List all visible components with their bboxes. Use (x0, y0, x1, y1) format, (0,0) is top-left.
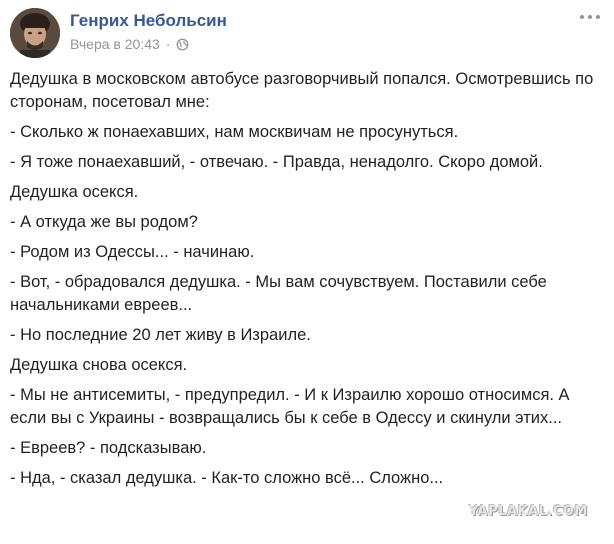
post-paragraph: Дедушка в московском автобусе разговорчивый попался. Осмотревшись по сторонам, посетовал мне: (10, 70, 594, 111)
post-paragraph: - Но последние 20 лет живу в Израиле. (10, 326, 311, 344)
more-options-icon[interactable] (580, 10, 600, 24)
post-time[interactable]: Вчера в 20:43 (70, 36, 160, 52)
post-paragraph: Дедушка осекся. (10, 183, 139, 201)
watermark: YAPLAKAL.COM (469, 504, 588, 519)
post-paragraph: - Евреев? - подсказываю. (10, 439, 207, 457)
post-paragraph: - Вот, - обрадовался дедушка. - Мы вам сочувствуем. Поставили себе начальниками евреев... (10, 273, 547, 314)
post-paragraph: - Я тоже понаехавший, - отвечаю. - Правда, ненадолго. Скоро домой. (10, 153, 543, 171)
avatar[interactable] (10, 8, 60, 58)
post-meta (70, 36, 189, 52)
post-paragraph: - А откуда же вы родом? (10, 213, 198, 231)
post-header (10, 8, 604, 60)
post-paragraph: - Родом из Одессы... - начинаю. (10, 243, 255, 261)
meta-separator: · (165, 36, 171, 52)
avatar-photo (10, 8, 60, 58)
author-name[interactable]: Генрих Небольсин (70, 11, 227, 30)
post-paragraph: Дедушка снова осекся. (10, 356, 188, 374)
post-paragraph: - Мы не антисемиты, - предупредил. - И к Израилю хорошо относимся. А если вы с Украины - возвращались бы к себе в Одессу и скинули этих... (10, 386, 570, 427)
globe-icon[interactable] (176, 38, 189, 51)
post-paragraph: - Сколько ж понаехавших, нам москвичам не просунуться. (10, 123, 459, 141)
post-paragraph: - Нда, - сказал дедушка. - Как-то сложно всё... Сложно... (10, 469, 444, 487)
post-body (10, 68, 604, 497)
